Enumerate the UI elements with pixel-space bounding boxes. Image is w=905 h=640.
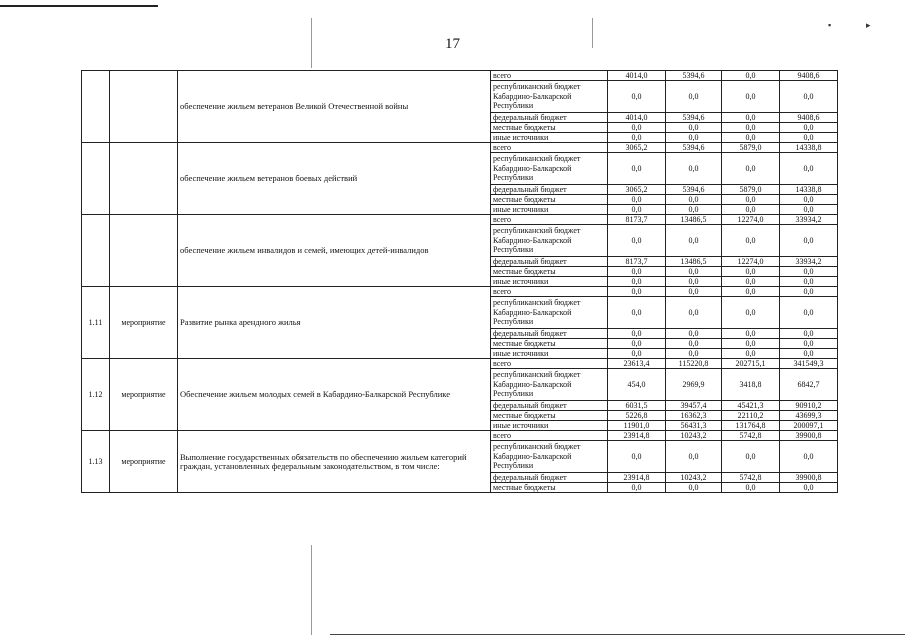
funding-source: республиканский бюджет Кабардино-Балкарской Республики [491, 153, 608, 185]
amount-cell: 45421,3 [722, 401, 780, 411]
amount-cell: 0,0 [780, 205, 838, 215]
funding-source: федеральный бюджет [491, 185, 608, 195]
amount-cell: 0,0 [608, 339, 666, 349]
amount-cell: 0,0 [780, 287, 838, 297]
item-type [110, 143, 178, 215]
table-row [82, 287, 838, 297]
funding-source: республиканский бюджет Кабардино-Балкарской Республики [491, 369, 608, 401]
funding-source: федеральный бюджет [491, 401, 608, 411]
amount-cell: 5879,0 [722, 143, 780, 153]
amount-cell: 23914,8 [608, 431, 666, 441]
amount-cell: 0,0 [780, 349, 838, 359]
amount-cell: 0,0 [722, 195, 780, 205]
amount-cell: 12274,0 [722, 257, 780, 267]
amount-cell: 0,0 [666, 329, 722, 339]
amount-cell: 0,0 [608, 225, 666, 257]
amount-cell: 0,0 [608, 329, 666, 339]
item-type: мероприятие [110, 359, 178, 431]
amount-cell: 23613,4 [608, 359, 666, 369]
amount-cell: 131764,8 [722, 421, 780, 431]
amount-cell: 0,0 [780, 133, 838, 143]
top-rule [0, 5, 158, 7]
amount-cell: 5394,6 [666, 71, 722, 81]
amount-cell: 0,0 [722, 133, 780, 143]
amount-cell: 0,0 [780, 267, 838, 277]
funding-source: федеральный бюджет [491, 257, 608, 267]
amount-cell: 4014,0 [608, 71, 666, 81]
amount-cell: 454,0 [608, 369, 666, 401]
item-number: 1.11 [82, 287, 110, 359]
table-row [82, 215, 838, 225]
scan-mark: ▪ [828, 20, 832, 30]
amount-cell: 0,0 [722, 267, 780, 277]
amount-cell: 0,0 [666, 123, 722, 133]
amount-cell: 13486,5 [666, 257, 722, 267]
amount-cell: 5394,6 [666, 113, 722, 123]
amount-cell: 0,0 [666, 225, 722, 257]
amount-cell: 90910,2 [780, 401, 838, 411]
funding-source: иные источники [491, 205, 608, 215]
amount-cell: 0,0 [722, 123, 780, 133]
amount-cell: 3418,8 [722, 369, 780, 401]
amount-cell: 0,0 [722, 205, 780, 215]
amount-cell: 22110,2 [722, 411, 780, 421]
item-number [82, 215, 110, 287]
item-description: Обеспечение жильем молодых семей в Кабардино-Балкарской Республике [178, 359, 491, 431]
amount-cell: 0,0 [780, 153, 838, 185]
amount-cell: 0,0 [666, 287, 722, 297]
scan-artifact-line [592, 18, 593, 48]
amount-cell: 2969,9 [666, 369, 722, 401]
funding-source: республиканский бюджет Кабардино-Балкарской Республики [491, 81, 608, 113]
funding-source: иные источники [491, 277, 608, 287]
amount-cell: 5742,8 [722, 473, 780, 483]
amount-cell: 5226,8 [608, 411, 666, 421]
item-type [110, 71, 178, 143]
funding-source: местные бюджеты [491, 267, 608, 277]
amount-cell: 0,0 [780, 81, 838, 113]
amount-cell: 39900,8 [780, 431, 838, 441]
amount-cell: 0,0 [608, 133, 666, 143]
bottom-rule [330, 634, 905, 635]
amount-cell: 0,0 [608, 153, 666, 185]
amount-cell: 14338,8 [780, 143, 838, 153]
amount-cell: 0,0 [666, 297, 722, 329]
amount-cell: 6842,7 [780, 369, 838, 401]
amount-cell: 0,0 [722, 329, 780, 339]
scan-artifact-line [311, 545, 312, 635]
amount-cell: 8173,7 [608, 215, 666, 225]
amount-cell: 0,0 [666, 267, 722, 277]
amount-cell: 39900,8 [780, 473, 838, 483]
item-number: 1.13 [82, 431, 110, 493]
amount-cell: 0,0 [666, 483, 722, 493]
amount-cell: 0,0 [722, 81, 780, 113]
amount-cell: 5394,6 [666, 143, 722, 153]
amount-cell: 0,0 [608, 81, 666, 113]
amount-cell: 200097,1 [780, 421, 838, 431]
amount-cell: 0,0 [666, 277, 722, 287]
amount-cell: 0,0 [666, 153, 722, 185]
amount-cell: 0,0 [666, 81, 722, 113]
funding-source: местные бюджеты [491, 195, 608, 205]
amount-cell: 0,0 [722, 287, 780, 297]
amount-cell: 0,0 [722, 225, 780, 257]
item-description: обеспечение жильем ветеранов боевых действий [178, 143, 491, 215]
amount-cell: 0,0 [780, 297, 838, 329]
funding-source: всего [491, 359, 608, 369]
funding-source: федеральный бюджет [491, 473, 608, 483]
amount-cell: 3065,2 [608, 143, 666, 153]
amount-cell: 6031,5 [608, 401, 666, 411]
amount-cell: 0,0 [608, 195, 666, 205]
amount-cell: 0,0 [666, 349, 722, 359]
amount-cell: 11901,0 [608, 421, 666, 431]
amount-cell: 56431,3 [666, 421, 722, 431]
item-type [110, 215, 178, 287]
funding-source: иные источники [491, 133, 608, 143]
amount-cell: 39457,4 [666, 401, 722, 411]
amount-cell: 0,0 [608, 483, 666, 493]
page-number: 17 [445, 36, 460, 52]
amount-cell: 0,0 [666, 339, 722, 349]
amount-cell: 0,0 [722, 153, 780, 185]
amount-cell: 0,0 [722, 297, 780, 329]
amount-cell: 202715,1 [722, 359, 780, 369]
amount-cell: 0,0 [666, 441, 722, 473]
funding-source: всего [491, 143, 608, 153]
amount-cell: 0,0 [780, 441, 838, 473]
funding-source: иные источники [491, 349, 608, 359]
item-number: 1.12 [82, 359, 110, 431]
funding-source: местные бюджеты [491, 123, 608, 133]
amount-cell: 0,0 [666, 133, 722, 143]
amount-cell: 5742,8 [722, 431, 780, 441]
amount-cell: 13486,5 [666, 215, 722, 225]
funding-source: всего [491, 431, 608, 441]
amount-cell: 0,0 [608, 297, 666, 329]
funding-source: федеральный бюджет [491, 113, 608, 123]
amount-cell: 0,0 [780, 277, 838, 287]
amount-cell: 9408,6 [780, 71, 838, 81]
amount-cell: 0,0 [780, 339, 838, 349]
amount-cell: 0,0 [780, 225, 838, 257]
amount-cell: 0,0 [666, 205, 722, 215]
amount-cell: 3065,2 [608, 185, 666, 195]
amount-cell: 12274,0 [722, 215, 780, 225]
item-number [82, 143, 110, 215]
amount-cell: 8173,7 [608, 257, 666, 267]
item-description: Развитие рынка арендного жилья [178, 287, 491, 359]
table-row [82, 71, 838, 81]
amount-cell: 0,0 [722, 277, 780, 287]
table-row [82, 431, 838, 441]
amount-cell: 0,0 [608, 205, 666, 215]
funding-source: всего [491, 287, 608, 297]
amount-cell: 33934,2 [780, 257, 838, 267]
funding-source: федеральный бюджет [491, 329, 608, 339]
amount-cell: 0,0 [608, 123, 666, 133]
amount-cell: 33934,2 [780, 215, 838, 225]
funding-source: местные бюджеты [491, 339, 608, 349]
item-description: Выполнение государственных обязательств по обеспечению жильем категорий граждан, установленных федеральным законодательством, в том числе: [178, 431, 491, 493]
scan-mark: ▸ [866, 20, 871, 30]
funding-source: местные бюджеты [491, 411, 608, 421]
amount-cell: 0,0 [722, 71, 780, 81]
funding-source: республиканский бюджет Кабардино-Балкарской Республики [491, 297, 608, 329]
amount-cell: 0,0 [722, 339, 780, 349]
table-row [82, 359, 838, 369]
amount-cell: 115220,8 [666, 359, 722, 369]
funding-source: местные бюджеты [491, 483, 608, 493]
funding-source: всего [491, 71, 608, 81]
amount-cell: 0,0 [780, 195, 838, 205]
amount-cell: 0,0 [722, 441, 780, 473]
amount-cell: 0,0 [780, 329, 838, 339]
amount-cell: 0,0 [608, 287, 666, 297]
funding-source: всего [491, 215, 608, 225]
item-type: мероприятие [110, 287, 178, 359]
funding-source: республиканский бюджет Кабардино-Балкарской Республики [491, 441, 608, 473]
amount-cell: 0,0 [608, 349, 666, 359]
amount-cell: 0,0 [780, 483, 838, 493]
amount-cell: 10243,2 [666, 431, 722, 441]
item-description: обеспечение жильем ветеранов Великой Отечественной войны [178, 71, 491, 143]
amount-cell: 16362,3 [666, 411, 722, 421]
amount-cell: 0,0 [608, 277, 666, 287]
scan-artifact-line [311, 18, 312, 68]
amount-cell: 0,0 [722, 113, 780, 123]
amount-cell: 0,0 [722, 483, 780, 493]
table-row [82, 143, 838, 153]
item-description: обеспечение жильем инвалидов и семей, имеющих детей-инвалидов [178, 215, 491, 287]
amount-cell: 0,0 [608, 267, 666, 277]
amount-cell: 5879,0 [722, 185, 780, 195]
amount-cell: 0,0 [608, 441, 666, 473]
item-number [82, 71, 110, 143]
amount-cell: 4014,0 [608, 113, 666, 123]
amount-cell: 0,0 [722, 349, 780, 359]
amount-cell: 14338,8 [780, 185, 838, 195]
item-type: мероприятие [110, 431, 178, 493]
amount-cell: 9408,6 [780, 113, 838, 123]
amount-cell: 23914,8 [608, 473, 666, 483]
funding-source: республиканский бюджет Кабардино-Балкарской Республики [491, 225, 608, 257]
funding-source: иные источники [491, 421, 608, 431]
amount-cell: 5394,6 [666, 185, 722, 195]
amount-cell: 10243,2 [666, 473, 722, 483]
amount-cell: 341549,3 [780, 359, 838, 369]
amount-cell: 43699,3 [780, 411, 838, 421]
budget-table [81, 70, 838, 493]
amount-cell: 0,0 [780, 123, 838, 133]
amount-cell: 0,0 [666, 195, 722, 205]
